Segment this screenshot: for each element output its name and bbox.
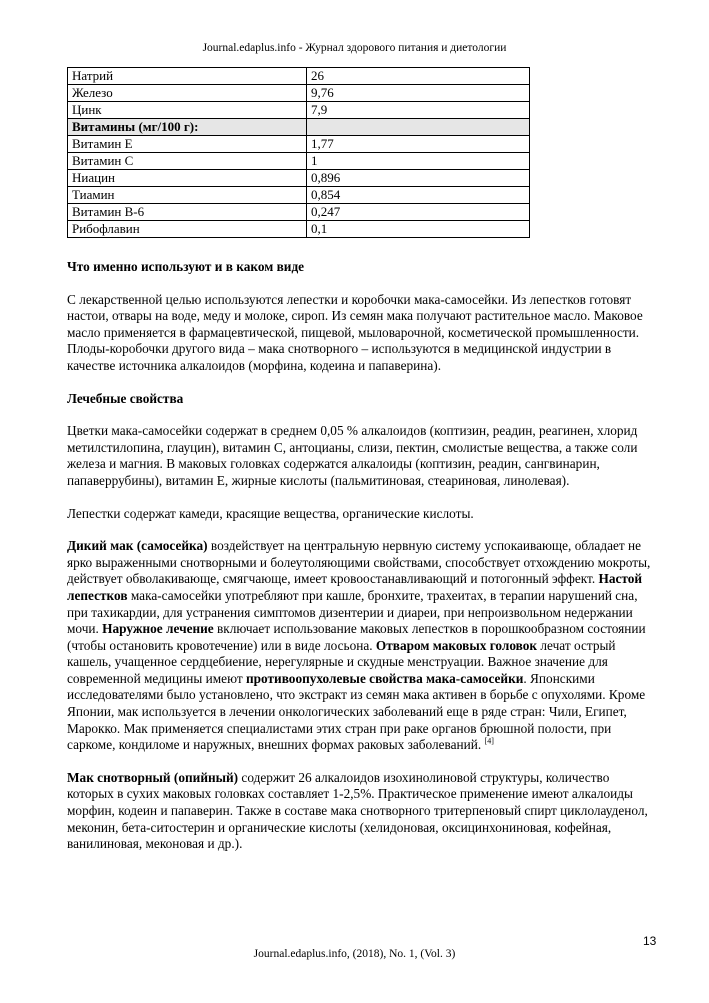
nutrient-value: 7,9 (307, 102, 530, 119)
nutrient-value: 0,247 (307, 204, 530, 221)
nutrient-name: Рибофлавин (68, 221, 307, 238)
paragraph-usage: С лекарственной целью используются лепестки и коробочки мака-самосейки. Из лепестков готовят настои, отвары на воде, меду и молоке, сироп. Из семян мака получают растительное масло. Маковое масло применяется в фармацевтической, пищевой, мыловарочной, косметической промышленности. Плоды-коробочки другого вида – мака снотворного – используются в медицинской индустрии в качестве источника алкалоидов (морфина, кодеина и папаверина). (67, 291, 643, 373)
table-row (68, 221, 530, 238)
paragraph-composition: Цветки мака-самосейки содержат в среднем 0,05 % алкалоидов (коптизин, реадин, реагинен, хлорид метилстилопина, глауцин), витамин С, антоцианы, слизи, пектин, смолистые вещества, а также соли железа и магния. В маковых головках содержатся алкалоиды (коптизин, реадин, сангвинарин, папаверрубины), витамин Е, жирные кислоты (пальмитиновая, стеариновая, линолевая). (67, 423, 638, 488)
paragraph-text: . Японскими исследователями было установлено, что экстракт из семян мака активен в борьбе с опухолями. Кроме Японии, мак используется в лечении онкологических заболеваний еще в ряде стран: Чили, Египет, Марокко. Мак применяется специалистами этих стран при раке органов брюшной полости, при саркоме, кондиломе и наружных, внешних формах раковых заболеваний. (67, 670, 646, 753)
section-heading-properties: Лечебные свойства (67, 390, 184, 406)
reference-link[interactable]: [4] (484, 736, 494, 746)
section-heading-usage: Что именно используют и в каком виде (67, 259, 305, 274)
table-row (68, 187, 530, 204)
table-section-row (68, 119, 530, 136)
bold-term: Отваром маковых головок (375, 637, 538, 653)
page-footer: Journal.edaplus.info, (2018), No. 1, (Vol. 3) (253, 948, 456, 960)
nutrient-name: Витамин В-6 (68, 204, 307, 221)
paragraph-text: воздействует на центральную нервную систему успокаивающе, обладает не ярко выраженными снотворными и болеутоляющими свойствами, способствует отхождению мокроты, действует обволакивающе, смягчающе, имеет кровоостанавливающий и потогонный эффект. (67, 538, 651, 587)
nutrient-value: 1,77 (307, 136, 530, 153)
nutrient-name: Ниацин (68, 170, 307, 187)
table-row (68, 85, 530, 102)
paragraph-text: включает использование маковых лепестков в порошкообразном состоянии (чтобы остановить кровотечение) или в виде лосьона. (67, 621, 646, 653)
nutrition-table (67, 67, 530, 238)
table-row (68, 102, 530, 119)
nutrient-name: Цинк (68, 102, 307, 119)
table-row (68, 170, 530, 187)
nutrient-name: Тиамин (68, 187, 307, 204)
nutrient-value: 0,854 (307, 187, 530, 204)
nutrient-value: 26 (307, 68, 530, 85)
section-value (307, 119, 530, 136)
nutrient-name: Витамин С (68, 153, 307, 170)
paragraph-text: лечат острый кашель, учащенное сердцебиение, нерегулярные и скудные менструации. Важное значение для современной медицины имеют (67, 637, 616, 686)
nutrient-name: Железо (68, 85, 307, 102)
paragraph-text: мака-самосейки употребляют при кашле, бронхите, трахеитах, в терапии нарушений сна, при тахикардии, для устранения симптомов дизентерии и диареи, при непроизвольном недержании мочи. (67, 587, 638, 637)
bold-term: Дикий мак (самосейка) (67, 538, 208, 554)
nutrient-name: Витамин Е (68, 136, 307, 153)
table-row (68, 153, 530, 170)
page-header: Journal.edaplus.info - Журнал здорового питания и диетологии (202, 42, 507, 54)
article-body (67, 259, 655, 869)
paragraph-petals: Лепестки содержат камеди, красящие вещества, органические кислоты. (67, 505, 474, 521)
paragraph-wild-poppy (67, 538, 655, 754)
nutrient-value: 9,76 (307, 85, 530, 102)
table-row (68, 136, 530, 153)
bold-term: Настой лепестков (67, 571, 643, 603)
nutrient-value: 0,896 (307, 170, 530, 187)
page-number: 13 (643, 934, 657, 948)
paragraph-text: содержит 26 алкалоидов изохинолиновой структуры, количество которых в сухих маковых головках составляет 1-2,5%. Практическое применение имеют алкалоиды морфин, кодеин и папаверин. Также в составе мака снотворного тритерпеновый спирт циклолауденол, меконин, бета-ситостерин и органические кислоты (хелидоновая, оксицинхониновая, кофейная, ванилиновая, меконовая и др.). (67, 769, 648, 852)
table-row (68, 204, 530, 221)
nutrient-name: Натрий (68, 68, 307, 85)
nutrient-value: 0,1 (307, 221, 530, 238)
bold-term: противоопухолевые свойства мака-самосейки (245, 670, 524, 686)
table-row (68, 68, 530, 85)
section-label: Витамины (мг/100 г): (68, 119, 307, 136)
bold-term: Мак снотворный (опийный) (67, 769, 239, 785)
bold-term: Наружное лечение (102, 621, 214, 637)
paragraph-opium-poppy (67, 770, 655, 853)
nutrient-value: 1 (307, 153, 530, 170)
